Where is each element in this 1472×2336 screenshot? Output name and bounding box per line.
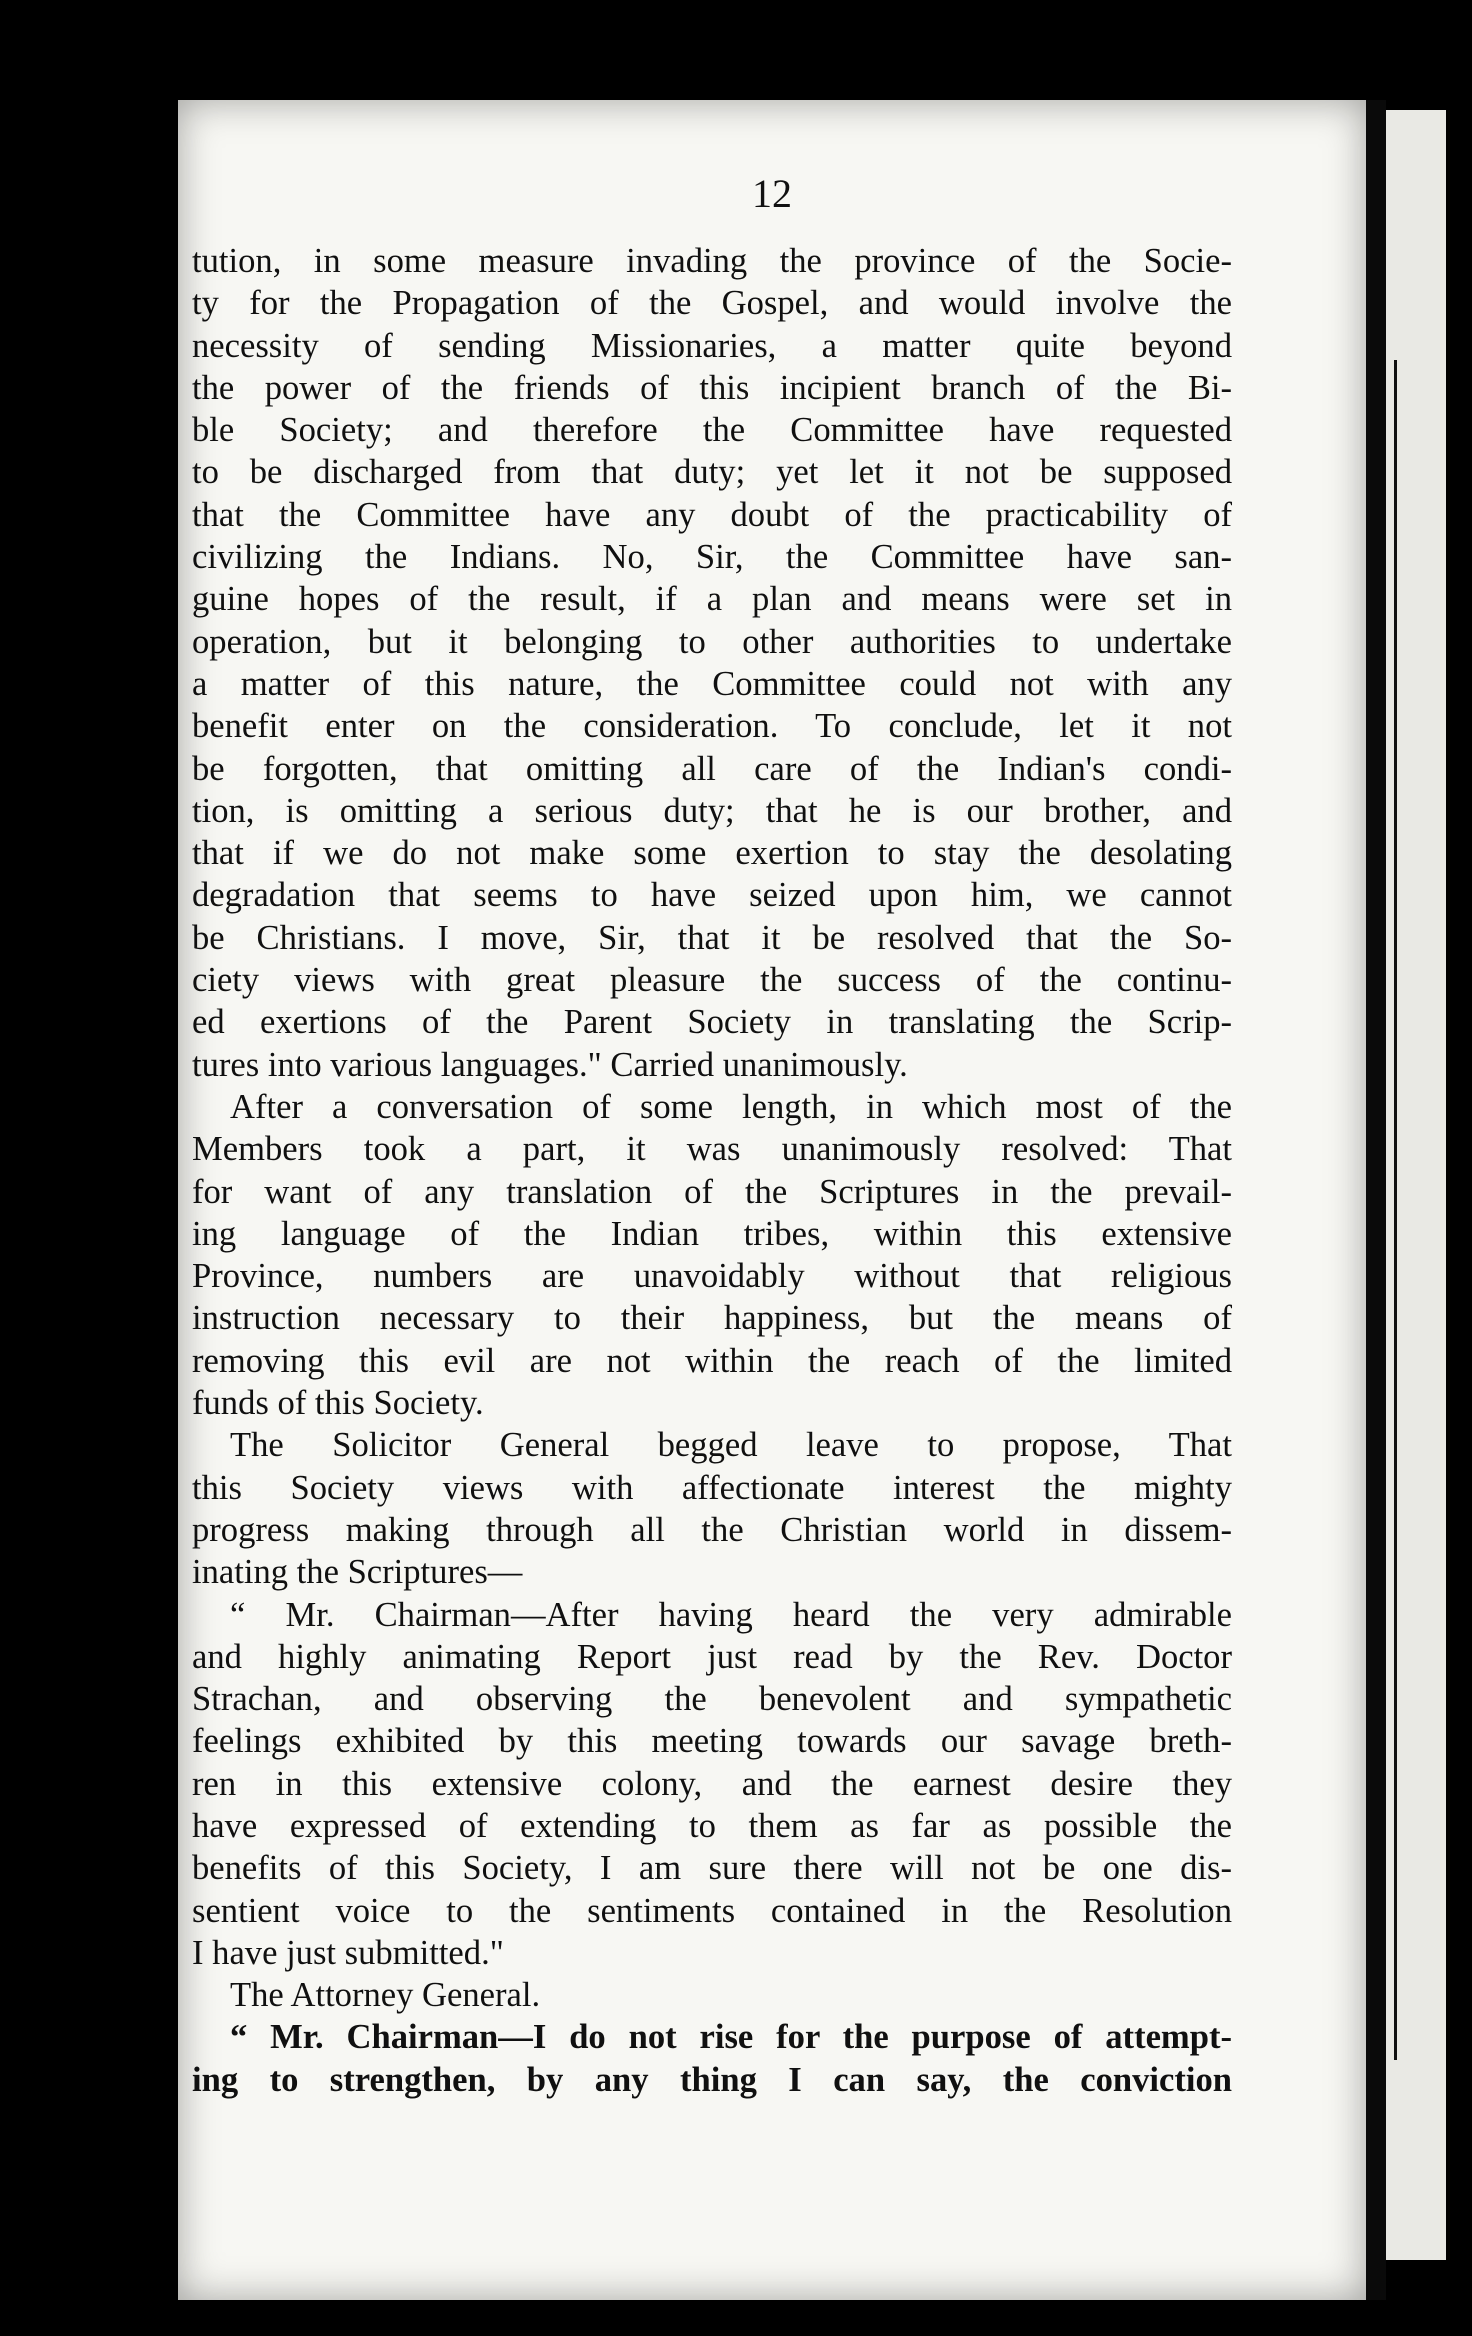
text-line: feelings exhibited by this meeting towards our savage breth- (192, 1722, 1232, 1761)
text-line: tution, in some measure invading the province of the Socie- (192, 242, 1232, 280)
text-line: tures into various languages." Carried unanimously. (192, 1045, 908, 1084)
text-line: sentient voice to the sentiments contained in the Resolution (192, 1891, 1232, 1930)
text-line: ing language of the Indian tribes, within this extensive (192, 1214, 1232, 1253)
text-line: this Society views with affectionate interest the mighty (192, 1468, 1232, 1507)
text-line: ble Society; and therefore the Committee have requested (192, 411, 1232, 450)
text-line: funds of this Society. (192, 1384, 484, 1423)
text-line: benefits of this Society, I am sure there will not be one dis- (192, 1849, 1232, 1888)
text-line: progress making through all the Christian world in dissem- (192, 1510, 1232, 1549)
text-line: operation, but it belonging to other authorities to undertake (192, 622, 1232, 661)
text-line: necessity of sending Missionaries, a matter quite beyond (192, 326, 1232, 365)
facing-page-edge (1386, 110, 1446, 2260)
text-line: The Attorney General. (230, 1976, 541, 2015)
text-line: Province, numbers are unavoidably without that religious (192, 1257, 1232, 1296)
page-number: 12 (752, 171, 792, 216)
text-line: be Christians. I move, Sir, that it be resolved that the So- (192, 918, 1232, 957)
text-line: Strachan, and observing the benevolent and sympathetic (192, 1680, 1232, 1719)
text-line: The Solicitor General begged leave to propose, That (230, 1426, 1232, 1465)
text-line: removing this evil are not within the reach of the limited (192, 1341, 1232, 1380)
text-line: instruction necessary to their happiness, but the means of (192, 1299, 1232, 1338)
text-line: the power of the friends of this incipient branch of the Bi- (192, 368, 1232, 407)
text-line: civilizing the Indians. No, Sir, the Committee have san- (192, 538, 1232, 577)
book-gutter (1366, 100, 1386, 2300)
text-line: that the Committee have any doubt of the practicability of (192, 495, 1232, 534)
text-line: inating the Scriptures— (192, 1553, 523, 1592)
text-line: that if we do not make some exertion to stay the desolating (192, 834, 1232, 873)
text-line: Members took a part, it was unanimously resolved: That (192, 1130, 1232, 1169)
text-line: ing to strengthen, by any thing I can say, the conviction (192, 2060, 1232, 2099)
text-line: ty for the Propagation of the Gospel, and would involve the (192, 284, 1232, 323)
text-line: for want of any translation of the Scriptures in the prevail- (192, 1172, 1232, 1211)
facing-page-rule (1394, 360, 1397, 2060)
text-line: guine hopes of the result, if a plan and means were set in (192, 580, 1232, 619)
text-line: benefit enter on the consideration. To conclude, let it not (192, 707, 1232, 746)
text-line: and highly animating Report just read by the Rev. Doctor (192, 1637, 1232, 1676)
text-line: I have just submitted." (192, 1933, 504, 1972)
text-line: “ Mr. Chairman—I do not rise for the purpose of attempt- (230, 2018, 1232, 2057)
text-line: ren in this extensive colony, and the earnest desire they (192, 1764, 1232, 1803)
text-line: to be discharged from that duty; yet let it not be supposed (192, 453, 1232, 492)
text-line: a matter of this nature, the Committee could not with any (192, 664, 1232, 703)
text-line: degradation that seems to have seized upon him, we cannot (192, 876, 1232, 915)
text-line: After a conversation of some length, in which most of the (230, 1087, 1232, 1126)
text-line: have expressed of extending to them as far as possible the (192, 1806, 1232, 1845)
book-page (178, 100, 1366, 2300)
text-line: “ Mr. Chairman—After having heard the very admirable (230, 1595, 1232, 1634)
text-line: tion, is omitting a serious duty; that he is our brother, and (192, 791, 1232, 830)
text-line: ciety views with great pleasure the success of the continu- (192, 961, 1232, 1000)
text-line: ed exertions of the Parent Society in translating the Scrip- (192, 1003, 1232, 1042)
text-line: be forgotten, that omitting all care of the Indian's condi- (192, 749, 1232, 788)
body-text (192, 240, 1232, 2101)
